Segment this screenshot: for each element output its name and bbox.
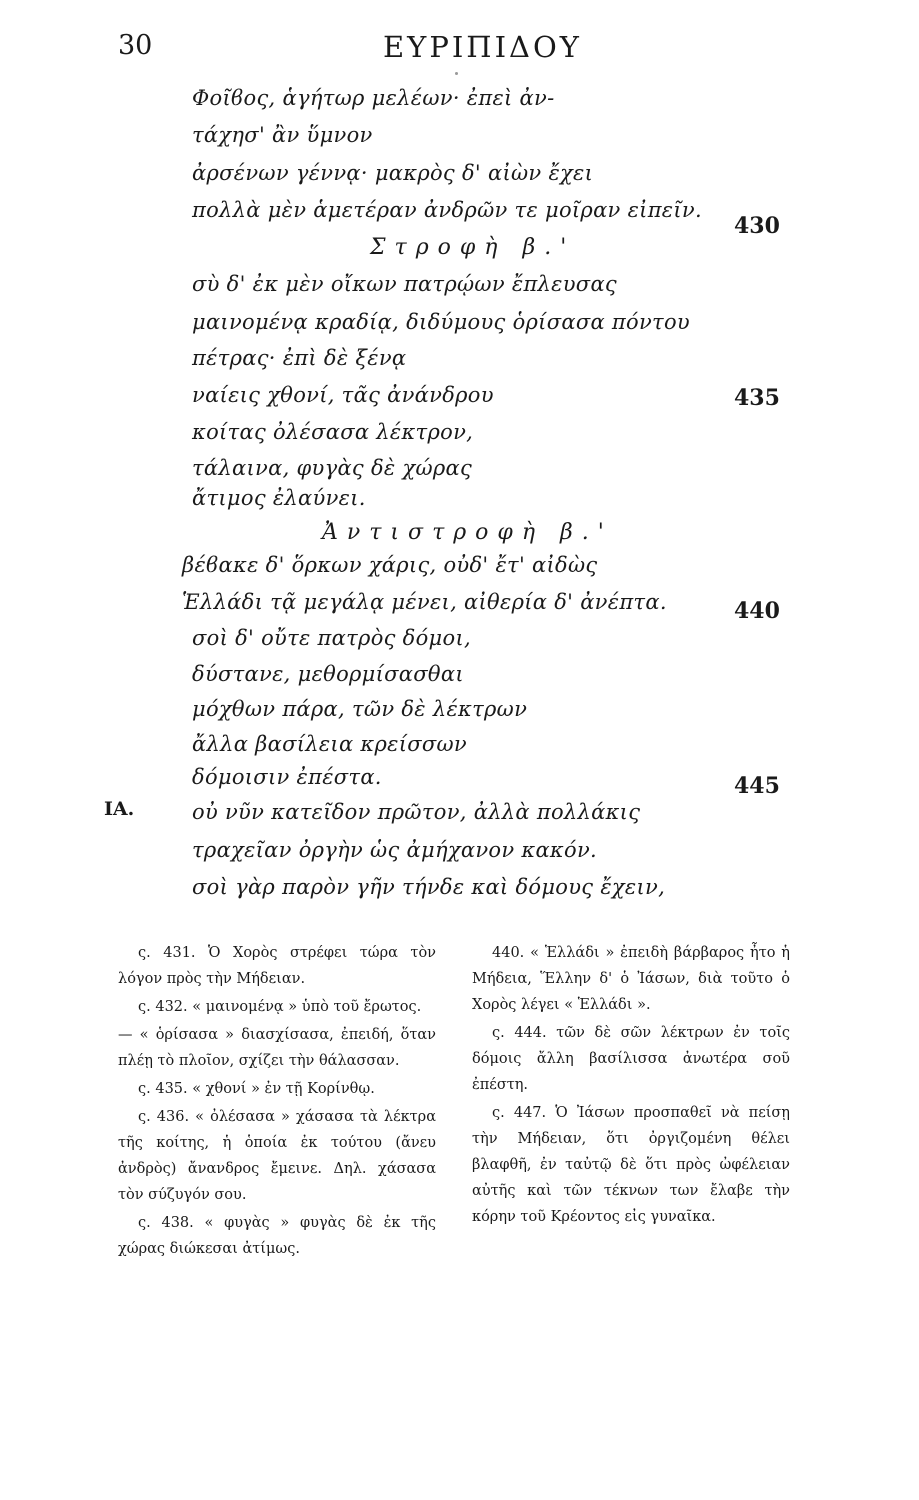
antistrophe-title: Ἀντιστροφὴ β.' — [322, 520, 613, 545]
verse-line: ἀρσένων γέννᾳ· μακρὸς δ' αἰὼν ἔχει — [192, 161, 594, 185]
verse-line: πέτρας· ἐπὶ δὲ ξένᾳ — [192, 346, 407, 370]
page-number: 30 — [118, 30, 153, 61]
footnote: ς. 436. « ὀλέσασα » χάσασα τὰ λέκτρα τῆς κοίτης, ἡ ὁποία ἐκ τούτου (ἄνευ ἀνδρὸς) ἄνανδρος ἔμεινε. Δηλ. χάσασα τὸν σύζυγόν σου. — [118, 1109, 436, 1203]
verse-line: δόμοισιν ἐπέστα. — [192, 765, 382, 789]
verse-line: σοὶ γὰρ παρὸν γῆν τήνδε καὶ δόμους ἔχειν, — [192, 875, 666, 899]
footnotes-right — [472, 940, 790, 1232]
footnotes-left — [118, 940, 436, 1264]
verse-line: Φοῖϐος, ἁγήτωρ μελέων· ἐπεὶ ἀν- — [192, 86, 555, 110]
verse-line: σὺ δ' ἐκ μὲν οἴκων πατρῴων ἔπλευσας — [192, 272, 617, 296]
verse-line: πολλὰ μὲν ἁμετέραν ἀνδρῶν τε μοῖραν εἰπεῖν. — [192, 198, 702, 222]
verse-line: κοίτας ὀλέσασα λέκτρον, — [192, 420, 474, 444]
verse-line: ἄτιμος ἐλαύνει. — [192, 486, 366, 510]
line-number-430: 430 — [734, 213, 780, 239]
running-title: ΕΥΡΙΠΙΔΟΥ — [383, 30, 582, 64]
line-number-440: 440 — [734, 598, 780, 624]
footnote: ς. 435. « χθονί » ἐν τῇ Κορίνθῳ. — [138, 1081, 375, 1097]
footnote: ς. 432. « μαινομένᾳ » ὑπὸ τοῦ ἔρωτος. — [138, 999, 422, 1015]
footnote: ς. 438. « φυγὰς » φυγὰς δὲ ἐκ τῆς χώρας διώκεσαι ἀτίμως. — [118, 1215, 436, 1257]
footnote: ς. 444. τῶν δὲ σῶν λέκτρων ἐν τοῖς δόμοις ἄλλη βασίλισσα ἀνωτέρα σοῦ ἐπέστη. — [472, 1025, 790, 1093]
verse-line: βέϐακε δ' ὅρκων χάρις, οὐδ' ἔτ' αἰδὼς — [182, 553, 598, 577]
footnote: — « ὁρίσασα » διασχίσασα, ἐπειδή, ὅταν πλέῃ τὸ πλοῖον, σχίζει τὴν θάλασσαν. — [118, 1027, 436, 1069]
verse-line: δύστανε, μεθορμίσασθαι — [192, 662, 464, 686]
footnote: ς. 431. Ὁ Χορὸς στρέφει τώρα τὸν λόγον πρὸς τὴν Μήδειαν. — [118, 945, 436, 987]
footnote: 440. « Ἑλλάδι » ἐπειδὴ βάρβαρος ἦτο ἡ Μήδεια, Ἕλλην δ' ὁ Ἰάσων, διὰ τοῦτο ὁ Χορὸς λέγει « Ἑλλάδι ». — [472, 945, 790, 1013]
title-mark — [455, 72, 458, 75]
verse-line: ἄλλα βασίλεια κρείσσων — [192, 732, 467, 756]
verse-line: τάχησ' ἂν ὕμνον — [192, 123, 373, 147]
speaker-label: ΙΑ. — [104, 798, 135, 820]
verse-line: μαινομένᾳ κραδίᾳ, διδύμους ὁρίσασα πόντου — [192, 310, 690, 334]
verse-line: τάλαινα, φυγὰς δὲ χώρας — [192, 456, 473, 480]
verse-line: ναίεις χθονί, τᾶς ἀνάνδρου — [192, 383, 494, 407]
line-number-445: 445 — [734, 773, 780, 799]
verse-line: μόχθων πάρα, τῶν δὲ λέκτρων — [192, 697, 528, 721]
footnote: ς. 447. Ὁ Ἰάσων προσπαθεῖ νὰ πείσῃ τὴν Μήδειαν, ὅτι ὀργιζομένη θέλει βλαφθῆ, ἐν ταὐτῷ δὲ ὅτι πρὸς ὠφέλειαν αὐτῆς καὶ τῶν τέκνων των ἔλαβε τὴν κόρην τοῦ Κρέοντος εἰς γυναῖκα. — [472, 1105, 790, 1225]
strophe-title: Στροφὴ β.' — [370, 235, 576, 260]
verse-line: Ἑλλάδι τᾷ μεγάλᾳ μένει, αἰθερία δ' ἀνέπτα. — [182, 590, 667, 614]
verse-line: σοὶ δ' οὔτε πατρὸς δόμοι, — [192, 626, 471, 650]
verse-line: οὐ νῦν κατεῖδον πρῶτον, ἀλλὰ πολλάκις — [192, 800, 641, 824]
line-number-435: 435 — [734, 385, 780, 411]
verse-line: τραχεῖαν ὀργὴν ὡς ἀμήχανον κακόν. — [192, 838, 597, 862]
